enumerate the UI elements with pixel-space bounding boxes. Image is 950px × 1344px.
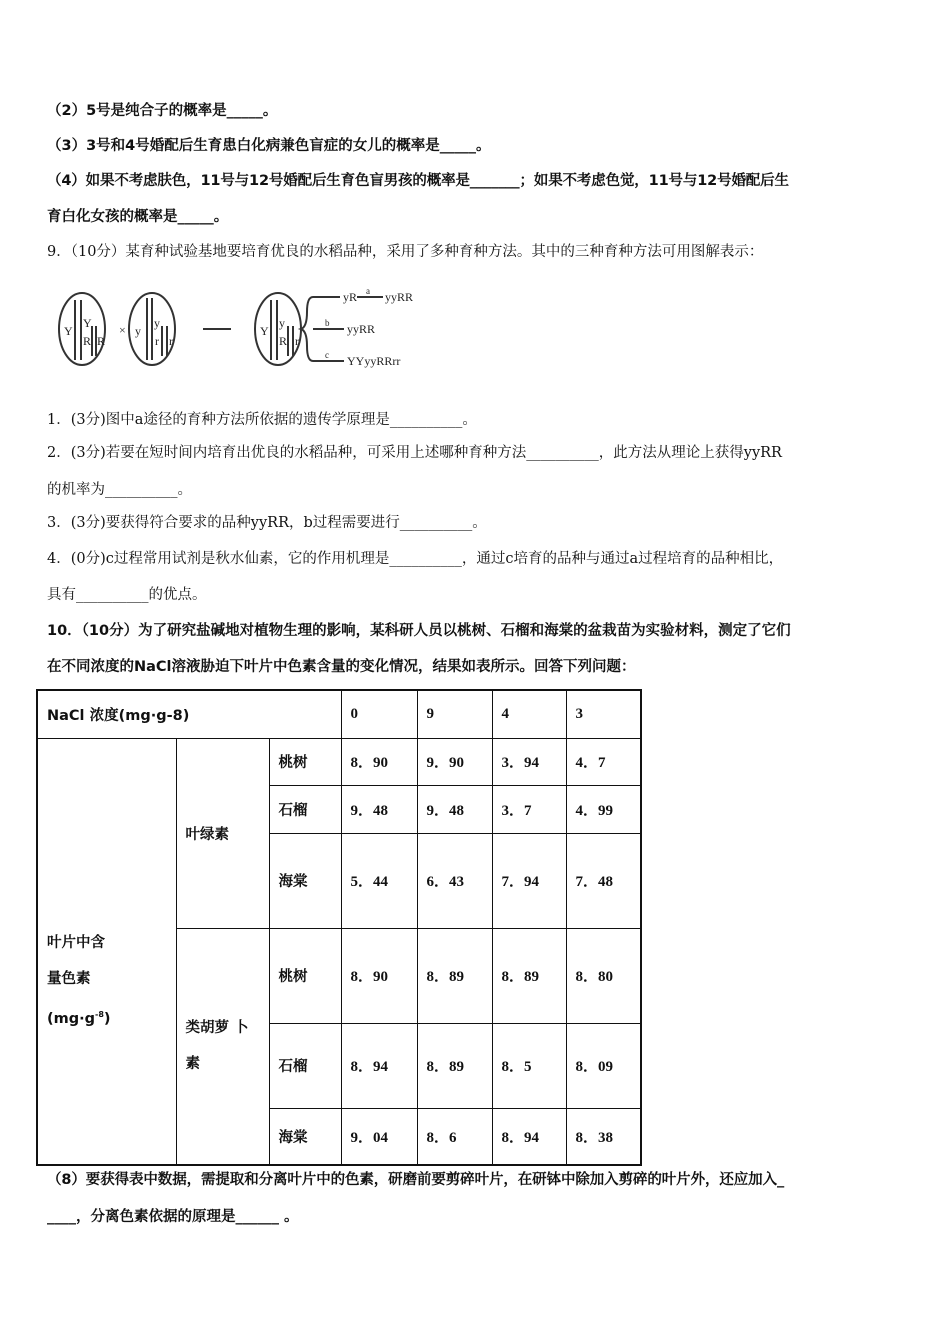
plant: 石榴 <box>269 785 341 833</box>
value: 4．7 <box>566 738 641 785</box>
branch-a-result: yyRR <box>385 290 414 304</box>
subquestion-1: 1．(3分)图中a途径的育种方法所依据的遗传学原理是__________。 <box>47 412 477 428</box>
question-8-4-line1: （4）如果不考虑肤色，11号与12号婚配后生育色盲男孩的概率是_______；如果不考虑色觉，11号与12号婚配后生 <box>47 173 789 189</box>
value: 6．43 <box>417 833 492 928</box>
breeding-diagram <box>55 282 435 382</box>
value: 3．7 <box>492 785 566 833</box>
allele-label: r <box>155 334 159 348</box>
value: 9．48 <box>341 785 417 833</box>
subquestion-4-line1: 4．(0分)c过程常用试剂是秋水仙素，它的作用机理是__________，通过c培育的品种与通过a过程培育的品种相比， <box>47 551 784 567</box>
unit: (mg·g <box>47 1011 96 1028</box>
value: 7．48 <box>566 833 641 928</box>
label-line <box>47 997 176 1037</box>
question-10-8-line1: （8）要获得表中数据，需提取和分离叶片中的色素，研磨前要剪碎叶片，在研钵中除加入剪碎的叶片外，还应加入_ <box>47 1172 785 1188</box>
table-row <box>37 738 641 785</box>
label-line: 量色素 <box>47 971 91 988</box>
branch-c-result: YYyyRRrr <box>347 354 401 368</box>
table-header-row <box>37 690 641 738</box>
allele-label: R <box>279 334 288 348</box>
path-b-label: b <box>325 318 330 328</box>
path-c-label: c <box>325 350 329 360</box>
value: 8．80 <box>566 928 641 1023</box>
question-8-3: （3）3号和4号婚配后生育患白化病兼色盲症的女儿的概率是_____。 <box>47 138 491 154</box>
value: 9．90 <box>417 738 492 785</box>
allele-label: y <box>154 316 160 330</box>
value: 8．09 <box>566 1023 641 1108</box>
pigment-table <box>36 689 642 1166</box>
question-10-line1: 10．（10分）为了研究盐碱地对植物生理的影响，某科研人员以桃树、石榴和海棠的盆栽苗为实验材料，测定了它们 <box>47 623 791 639</box>
value: 4．99 <box>566 785 641 833</box>
value: 8．38 <box>566 1108 641 1165</box>
allele-label: y <box>135 324 141 338</box>
value: 9．48 <box>417 785 492 833</box>
value: 8．89 <box>417 928 492 1023</box>
value: 8．5 <box>492 1023 566 1108</box>
concentration: 4 <box>492 690 566 738</box>
branch-b-result: yyRR <box>347 322 376 336</box>
row-group-label <box>37 738 176 1165</box>
plant: 石榴 <box>269 1023 341 1108</box>
plant: 海棠 <box>269 833 341 928</box>
allele-label: r <box>295 334 299 348</box>
allele-label: y <box>279 316 285 330</box>
subquestion-2-line2: 的机率为__________。 <box>47 482 192 498</box>
question-8-4-line2: 育白化女孩的概率是_____。 <box>47 209 229 225</box>
unit-exponent: -8 <box>95 1010 104 1020</box>
question-10-8-line2: ____，分离色素依据的原理是______ 。 <box>47 1209 299 1225</box>
path-a-label: a <box>366 286 370 296</box>
question-9-stem: 9．（10分）某育种试验基地要培育优良的水稻品种，采用了多种育种方法。其中的三种育种方法可用图解表示： <box>47 244 764 260</box>
plant: 海棠 <box>269 1108 341 1165</box>
cross-symbol: × <box>119 323 126 337</box>
allele-label: r <box>169 334 173 348</box>
value: 5．44 <box>341 833 417 928</box>
allele-label: R <box>83 334 92 348</box>
value: 8．94 <box>492 1108 566 1165</box>
concentration: 3 <box>566 690 641 738</box>
allele-label: R <box>97 334 106 348</box>
value: 9．04 <box>341 1108 417 1165</box>
value: 7．94 <box>492 833 566 928</box>
question-8-2: （2）5号是纯合子的概率是_____。 <box>47 103 278 119</box>
unit-close: ) <box>103 1011 111 1028</box>
plant: 桃树 <box>269 928 341 1023</box>
label-line: 类胡萝 卜 <box>185 1020 249 1037</box>
value: 8．90 <box>341 928 417 1023</box>
plant: 桃树 <box>269 738 341 785</box>
label-line: 叶片中含 <box>47 935 105 952</box>
subquestion-4-line2: 具有__________的优点。 <box>47 587 207 603</box>
question-10-line2: 在不同浓度的NaCl溶液胁迫下叶片中色素含量的变化情况，结果如表所示。回答下列问题： <box>47 659 636 675</box>
value: 3．94 <box>492 738 566 785</box>
subquestion-3: 3．(3分)要获得符合要求的品种yyRR，b过程需要进行__________。 <box>47 515 487 531</box>
value: 8．6 <box>417 1108 492 1165</box>
allele-label: Y <box>64 324 73 338</box>
value: 8．89 <box>417 1023 492 1108</box>
pigment-chlorophyll: 叶绿素 <box>176 738 269 928</box>
value: 8．94 <box>341 1023 417 1108</box>
allele-label: Y <box>83 316 92 330</box>
value: 8．90 <box>341 738 417 785</box>
pigment-carotenoid <box>176 928 269 1165</box>
concentration: 9 <box>417 690 492 738</box>
concentration: 0 <box>341 690 417 738</box>
subquestion-2-line1: 2．(3分)若要在短时间内培育出优良的水稻品种，可采用上述哪种育种方法__________，此方法从理论上获得yyRR <box>47 445 782 461</box>
allele-label: Y <box>260 324 269 338</box>
value: 8．89 <box>492 928 566 1023</box>
label-line: 素 <box>185 1056 200 1073</box>
branch-a-intermediate: yR <box>343 290 358 304</box>
header-label: NaCl 浓度(mg·g-8) <box>37 690 341 738</box>
